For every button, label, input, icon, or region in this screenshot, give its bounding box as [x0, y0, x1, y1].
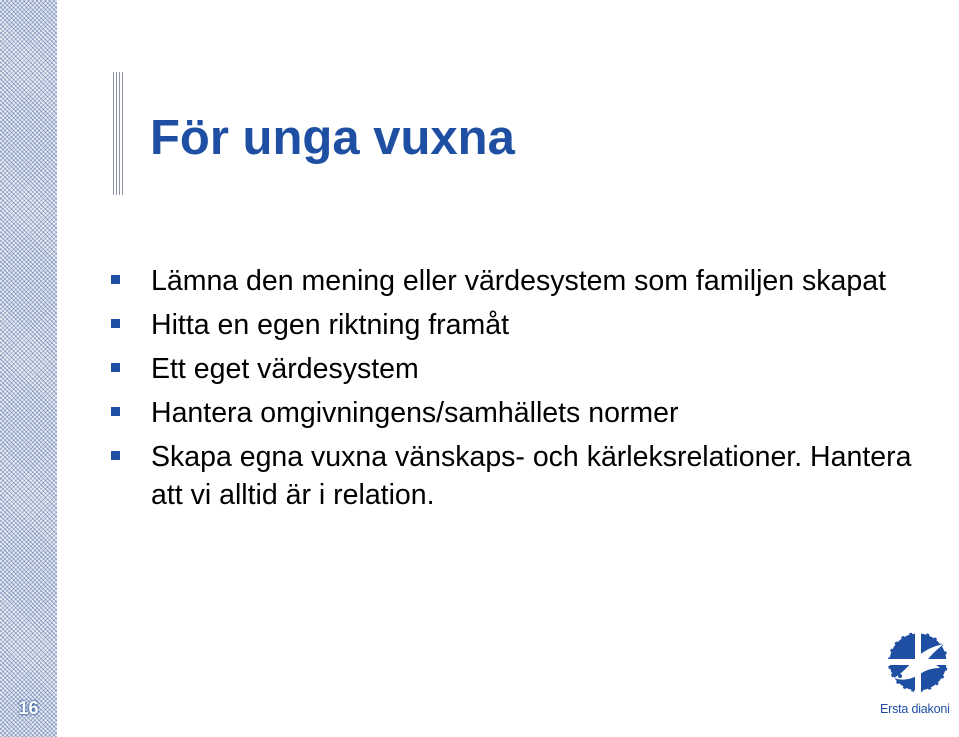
dove-cross-icon: [886, 628, 950, 696]
square-bullet-icon: [111, 407, 120, 416]
bullet-text: Skapa egna vuxna vänskaps- och kärleksrelationer. Hantera att vi alltid är i relation.: [151, 441, 912, 511]
bullet-list: [111, 262, 931, 520]
bullet-item: [111, 306, 931, 344]
square-bullet-icon: [111, 319, 120, 328]
bullet-item: [111, 438, 931, 514]
bullet-item: [111, 394, 931, 432]
bullet-text: Lämna den mening eller värdesystem som familjen skapat: [151, 265, 887, 297]
bullet-item: [111, 350, 931, 388]
slide-title: För unga vuxna: [150, 111, 515, 165]
square-bullet-icon: [111, 275, 120, 284]
bullet-text: Hantera omgivningens/samhällets normer: [151, 397, 679, 429]
square-bullet-icon: [111, 451, 120, 460]
square-bullet-icon: [111, 363, 120, 372]
side-stripe: [0, 0, 57, 737]
title-accent-bar: [113, 72, 125, 195]
slide-number: 16: [18, 698, 39, 718]
bullet-text: Ett eget värdesystem: [151, 353, 419, 385]
bullet-text: Hitta en egen riktning framåt: [151, 309, 510, 341]
bullet-item: [111, 262, 931, 300]
logo-text: Ersta diakoni: [880, 702, 950, 716]
ersta-diakoni-logo: [880, 628, 956, 728]
